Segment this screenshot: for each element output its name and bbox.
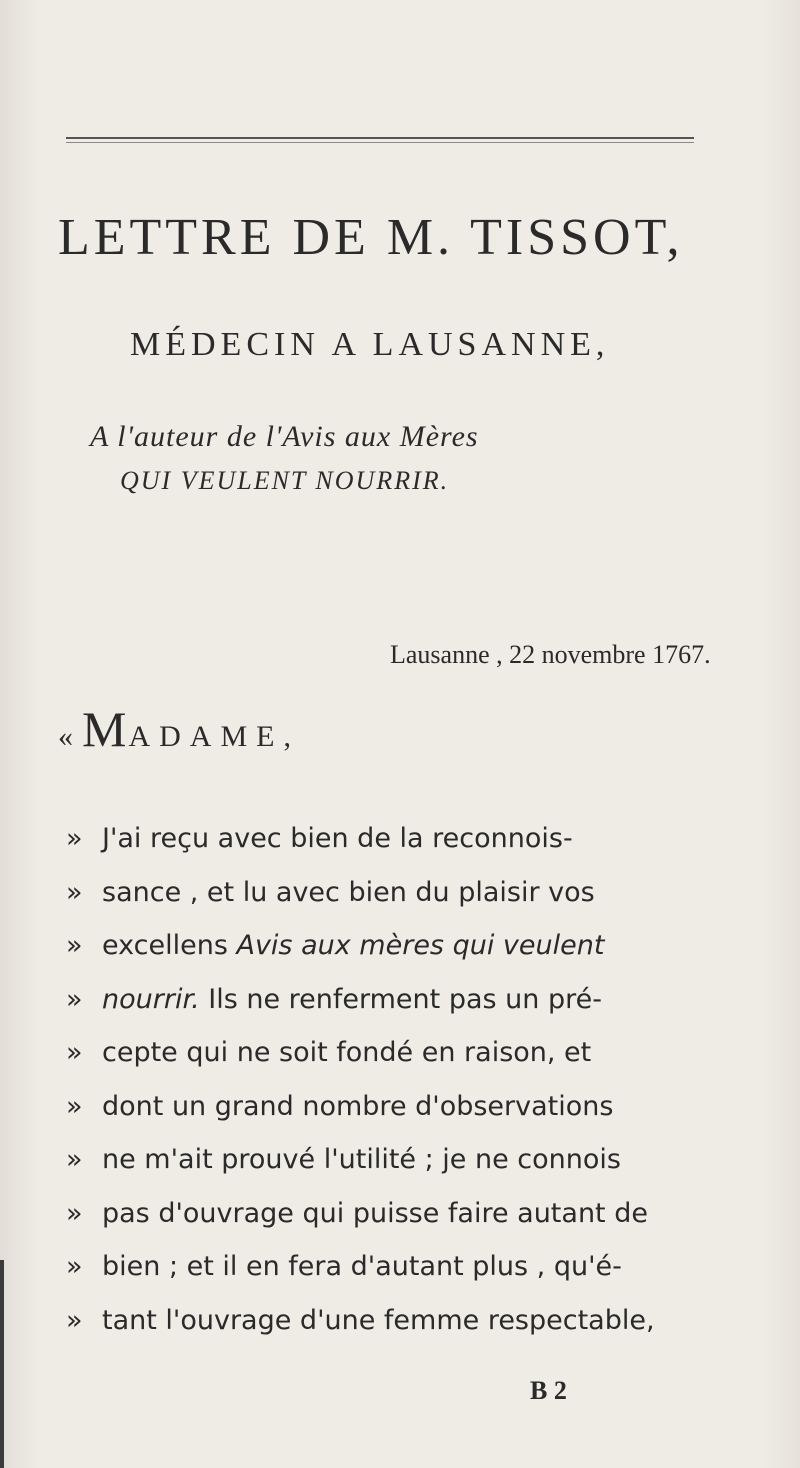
body-line-italic: nourrir.: [102, 983, 200, 1015]
body-line: [66, 812, 766, 866]
body-line-text: Ils ne renferment pas un pré-: [199, 983, 602, 1015]
body-line: [66, 973, 766, 1027]
body-line: [66, 866, 766, 920]
quote-mark: »: [66, 823, 83, 854]
body-line-text: bien ; et il en fera d'autant plus , qu'é-: [102, 1251, 622, 1282]
binding-edge: [0, 1260, 4, 1468]
body-line: [66, 1133, 766, 1187]
body-line-text: sance , et lu avec bien du plaisir vos: [102, 876, 595, 908]
body-line-text: excellens: [102, 930, 237, 961]
quote-mark: »: [66, 983, 83, 1015]
body-line-text: dont un grand nombre d'observations: [102, 1090, 614, 1122]
top-rule: [66, 137, 694, 139]
body-line-text: ne m'ait prouvé l'utilité ; je ne connois: [102, 1144, 621, 1175]
letter-title: LETTRE DE M. TISSOT,: [58, 209, 684, 266]
top-rule-thin: [66, 142, 694, 143]
body-line: [66, 1187, 766, 1241]
salutation: [58, 700, 758, 758]
quote-mark: »: [66, 1144, 83, 1175]
body-line: [66, 1240, 766, 1294]
quote-mark: »: [66, 1037, 83, 1068]
quote-mark: »: [66, 1090, 83, 1122]
salutation-initial: M: [82, 701, 129, 757]
quote-mark: »: [66, 930, 83, 961]
body-line: [66, 1026, 766, 1080]
body-line-italic: Avis aux mères qui veulent: [236, 930, 605, 961]
body-line-text: J'ai reçu avec bien de la reconnois-: [102, 823, 573, 854]
salutation-rest: ADAME,: [128, 720, 300, 753]
dedication-line-1: A l'auteur de l'Avis aux Mères: [90, 420, 479, 453]
quote-mark: »: [66, 1304, 83, 1336]
dateline: Lausanne , 22 novembre 1767.: [390, 640, 711, 669]
body-line: [66, 919, 766, 973]
body-line-text: cepte qui ne soit fondé en raison, et: [102, 1037, 592, 1068]
letter-body: [66, 812, 766, 1347]
letter-subtitle: MÉDECIN A LAUSANNE,: [130, 326, 610, 363]
body-line: [66, 1294, 766, 1348]
body-line-text: tant l'ouvrage d'une femme respectable,: [102, 1304, 655, 1336]
body-line-text: pas d'ouvrage qui puisse faire autant de: [102, 1197, 648, 1229]
signature-mark: B 2: [530, 1376, 567, 1405]
open-quote: «: [58, 720, 82, 753]
quote-mark: »: [66, 1197, 83, 1229]
body-line: [66, 1080, 766, 1134]
quote-mark: »: [66, 1251, 83, 1282]
quote-mark: »: [66, 876, 83, 908]
dedication-line-2: QUI VEULENT NOURRIR.: [120, 466, 450, 495]
